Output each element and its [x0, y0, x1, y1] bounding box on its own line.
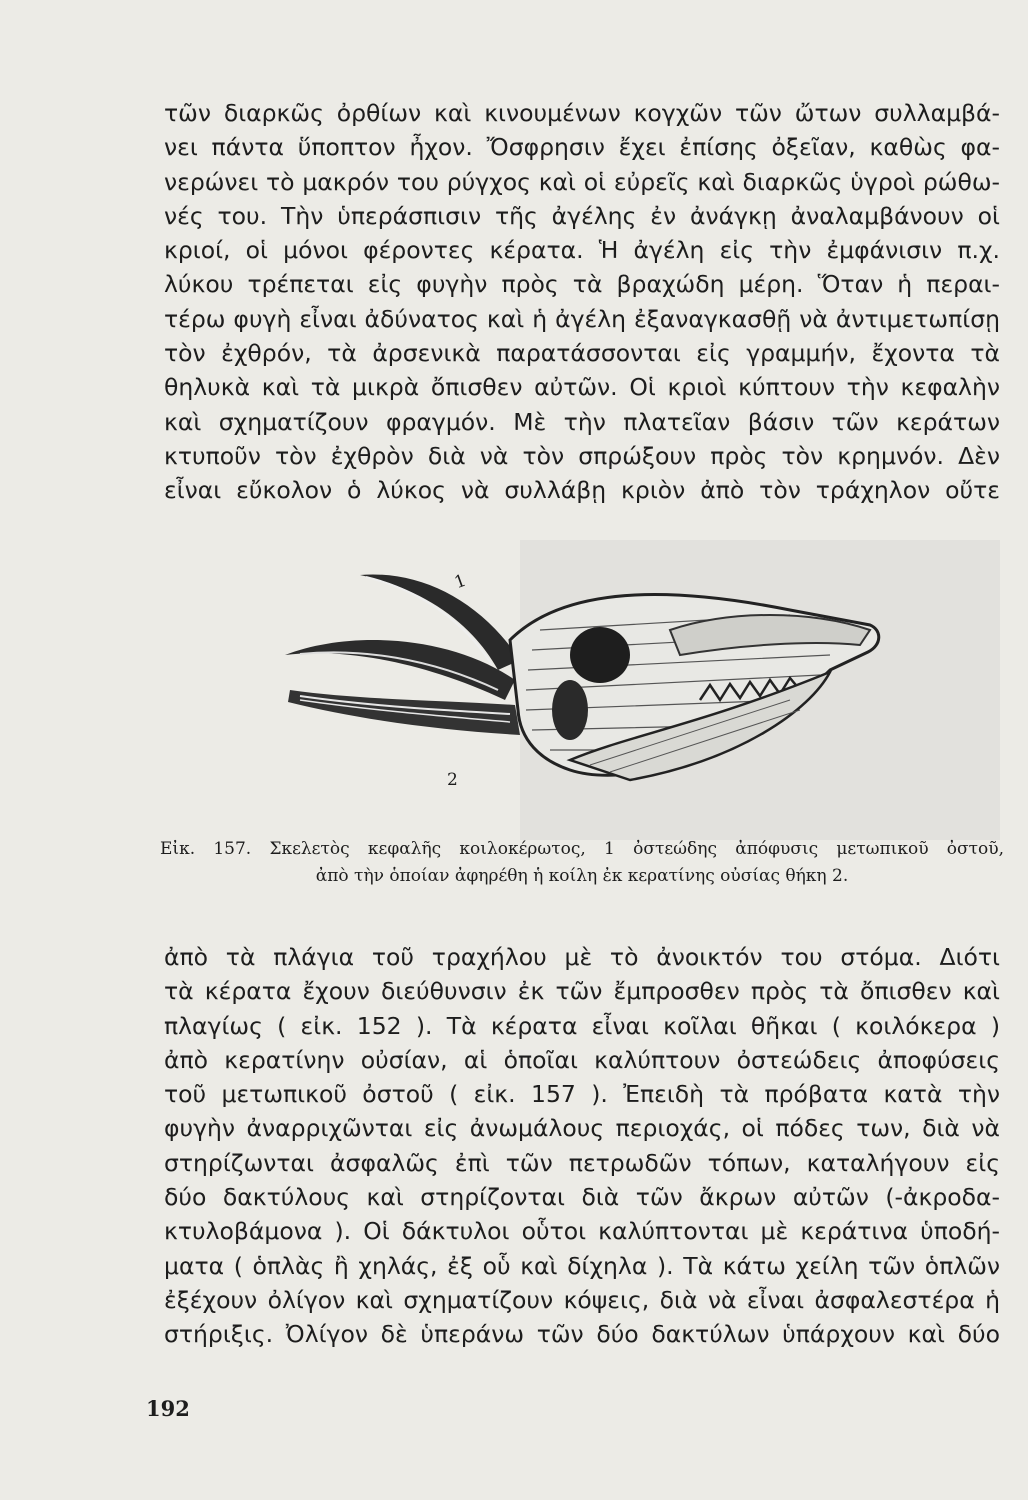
caption-line: ἀπὸ τὴν ὁποίαν ἀφηρέθη ἡ κοίλη ἐκ κερατίνης οὐσίας θήκη 2.: [315, 866, 849, 886]
text-line: λύκου τρέπεται εἰς φυγὴν πρὸς τὰ βραχώδη μέρη. Ὅταν ἡ περαι-: [164, 270, 1000, 299]
text-line: φυγὴν ἀναρριχῶνται εἰς ἀνωμάλους περιοχάς, οἱ πόδες των, διὰ νὰ: [164, 1114, 1000, 1143]
text-line: ἐξέχουν ὀλίγον καὶ σχηματίζουν κόψεις, διὰ νὰ εἶναι ἀσφαλεστέρα ἡ: [164, 1285, 1000, 1314]
page-number: 192: [146, 1396, 190, 1421]
skull-illustration: [270, 560, 910, 800]
text-line: εἶναι εὔκολον ὁ λύκος νὰ συλλάβῃ κριὸν ἀπὸ τὸν τράχηλον οὔτε: [164, 476, 1000, 505]
text-line: στήριξις. Ὀλίγον δὲ ὑπεράνω τῶν δύο δακτύλων ὑπάρχουν καὶ δύο: [164, 1320, 1000, 1349]
text-line: κτυλοβάμονα ). Οἱ δάκτυλοι οὗτοι καλύπτονται μὲ κεράτινα ὑποδή-: [164, 1217, 1000, 1246]
text-line: τὰ κέρατα ἔχουν διεύθυνσιν ἐκ τῶν ἔμπροσθεν πρὸς τὰ ὄπισθεν καὶ: [164, 977, 1000, 1006]
text-line: ματα ( ὁπλὰς ἢ χηλάς, ἐξ οὗ καὶ δίχηλα ). Τὰ κάτω χείλη τῶν ὁπλῶν: [164, 1251, 1000, 1280]
figure-label-1: 1: [451, 570, 469, 594]
text-line: δύο δακτύλους καὶ στηρίζονται διὰ τῶν ἄκρων αὐτῶν (-ἀκροδα-: [164, 1183, 1000, 1212]
text-line: πλαγίως ( εἰκ. 152 ). Τὰ κέρατα εἶναι κοῖλαι θῆκαι ( κοιλόκερα ): [164, 1011, 1000, 1040]
text-line: θηλυκὰ καὶ τὰ μικρὰ ὄπισθεν αὐτῶν. Οἱ κριοὶ κύπτουν τὴν κεφαλὴν: [164, 373, 1000, 402]
text-line: κριοί, οἱ μόνοι φέροντες κέρατα. Ἡ ἀγέλη εἰς τὴν ἐμφάνισιν π.χ.: [164, 236, 1000, 265]
text-line: τέρω φυγὴ εἶναι ἀδύνατος καὶ ἡ ἀγέλη ἐξαναγκασθῇ νὰ ἀντιμετωπίσῃ: [164, 304, 1000, 333]
text-line: νερώνει τὸ μακρόν του ρύγχος καὶ οἱ εὐρεῖς καὶ διαρκῶς ὑγροὶ ρώθω-: [164, 167, 1000, 196]
text-line: ἀπὸ κερατίνην οὐσίαν, αἱ ὁποῖαι καλύπτουν ὀστεώδεις ἀποφύσεις: [164, 1045, 1000, 1074]
paragraph-top: [164, 96, 1000, 508]
eye-socket: [570, 627, 630, 683]
paragraph-bottom: [164, 940, 1000, 1352]
text-line: νές του. Τὴν ὑπεράσπισιν τῆς ἀγέλης ἐν ἀνάγκῃ ἀναλαμβάνουν οἱ: [164, 201, 1000, 230]
figure-caption: [160, 836, 1004, 890]
text-line: τῶν διαρκῶς ὀρθίων καὶ κινουμένων κογχῶν τῶν ὤτων συλλαμβά-: [164, 99, 1000, 127]
text-line: τὸν ἐχθρόν, τὰ ἀρσενικὰ παρατάσσονται εἰς γραμμήν, ἔχοντα τὰ: [164, 339, 1000, 368]
text-line: ἀπὸ τὰ πλάγια τοῦ τραχήλου μὲ τὸ ἀνοικτόν του στόμα. Διότι: [164, 943, 1000, 971]
text-line: τοῦ μετωπικοῦ ὀστοῦ ( εἰκ. 157 ). Ἐπειδὴ τὰ πρόβατα κατὰ τὴν: [164, 1080, 1000, 1109]
text-line: νει πάντα ὕποπτον ἦχον. Ὄσφρησιν ἔχει ἐπίσης ὀξεῖαν, καθὼς φα-: [164, 133, 1000, 162]
caption-line: Εἰκ. 157. Σκελετὸς κεφαλῆς κοιλοκέρωτος, 1 ὀστεώδης ἀπόφυσις μετωπικοῦ ὀστοῦ,: [160, 839, 1004, 859]
text-line: καὶ σχηματίζουν φραγμόν. Μὲ τὴν πλατεῖαν βάσιν τῶν κεράτων: [164, 407, 1000, 436]
figure-label-2: 2: [447, 770, 458, 790]
text-line: στηρίζωνται ἀσφαλῶς ἐπὶ τῶν πετρωδῶν τόπων, καταλήγουν εἰς: [164, 1148, 1000, 1177]
text-line: κτυποῦν τὸν ἐχθρὸν διὰ νὰ τὸν σπρώξουν πρὸς τὸν κρημνόν. Δὲν: [164, 441, 1000, 470]
